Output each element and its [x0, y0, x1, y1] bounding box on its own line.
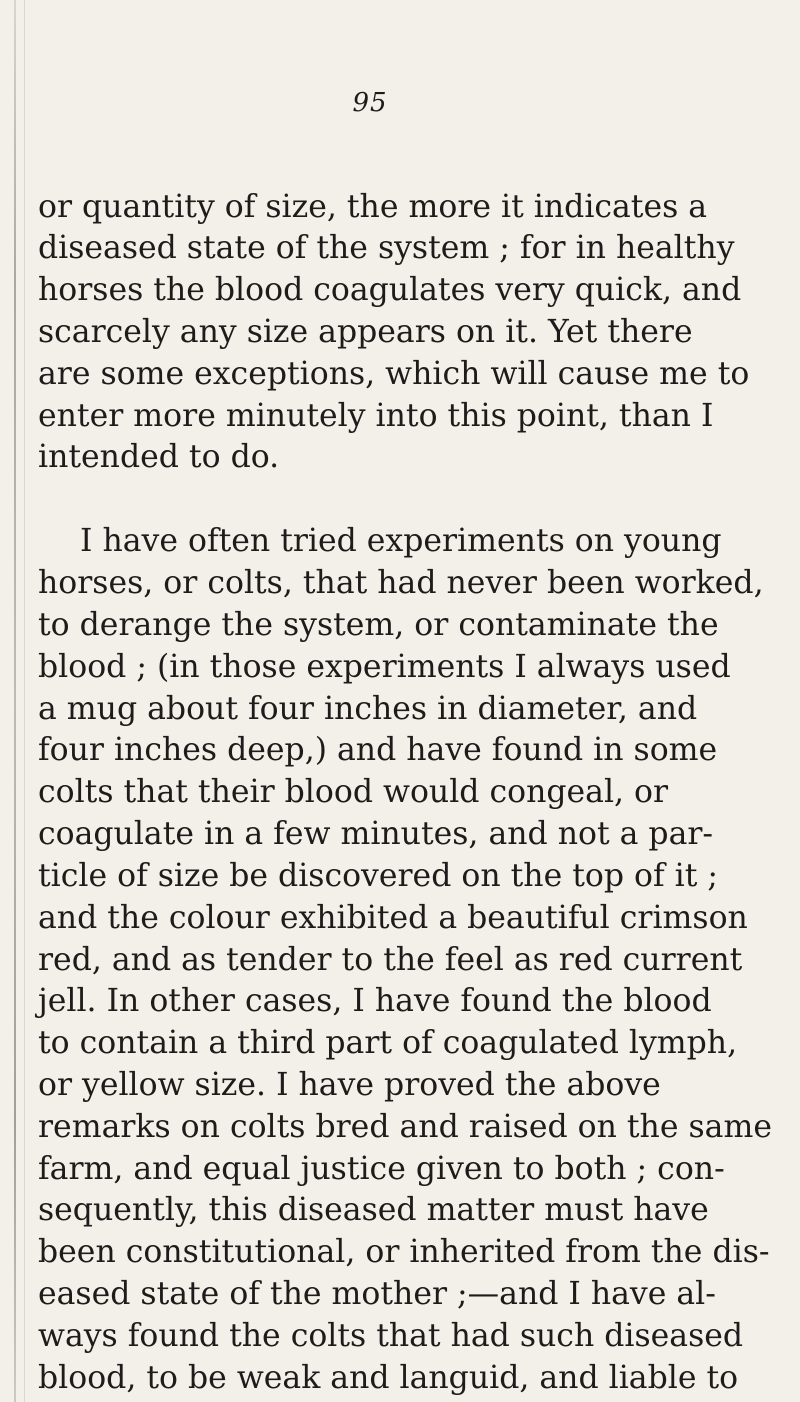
page-number: 95 [352, 88, 388, 118]
text-line: sequently, this diseased matter must have [38, 1192, 709, 1228]
text-line: I have often tried experiments on young [80, 523, 722, 559]
text-line: blood ; (in those experiments I always used [38, 649, 731, 685]
text-line: to contain a third part of coagulated lymph, [38, 1025, 738, 1061]
text-line: remarks on colts bred and raised on the same [38, 1109, 772, 1145]
text-line: scarcely any size appears on it. Yet there [38, 314, 693, 350]
text-line: eased state of the mother ;—and I have al- [38, 1276, 716, 1312]
text-line: ways found the colts that had such diseased [38, 1318, 744, 1354]
text-line: diseased state of the system ; for in healthy [38, 230, 735, 266]
text-line: to derange the system, or contaminate the [38, 607, 719, 643]
text-line: horses, or colts, that had never been worked, [38, 565, 764, 601]
text-line: enter more minutely into this point, than I [38, 398, 714, 434]
text-line: are some exceptions, which will cause me to [38, 356, 750, 392]
page-gutter-shadow [24, 0, 25, 1402]
text-line: four inches deep,) and have found in some [38, 732, 718, 768]
text-line: or quantity of size, the more it indicates a [38, 189, 708, 225]
text-line: red, and as tender to the feel as red current [38, 942, 743, 978]
text-line: a mug about four inches in diameter, and [38, 691, 698, 727]
text-line: or yellow size. I have proved the above [38, 1067, 661, 1103]
text-line: blood, to be weak and languid, and liable to [38, 1360, 739, 1396]
text-line: horses the blood coagulates very quick, and [38, 272, 742, 308]
text-line: ticle of size be discovered on the top of it ; [38, 858, 719, 894]
text-line: been constitutional, or inherited from the dis- [38, 1234, 770, 1270]
text-line: jell. In other cases, I have found the blood [38, 983, 712, 1019]
text-line: and the colour exhibited a beautiful crimson [38, 900, 748, 936]
page-gutter-line [14, 0, 16, 1402]
text-line: coagulate in a few minutes, and not a par- [38, 816, 714, 852]
text-line: intended to do. [38, 439, 280, 475]
text-line: farm, and equal justice given to both ; con- [38, 1151, 725, 1187]
text-line: colts that their blood would congeal, or [38, 774, 669, 810]
